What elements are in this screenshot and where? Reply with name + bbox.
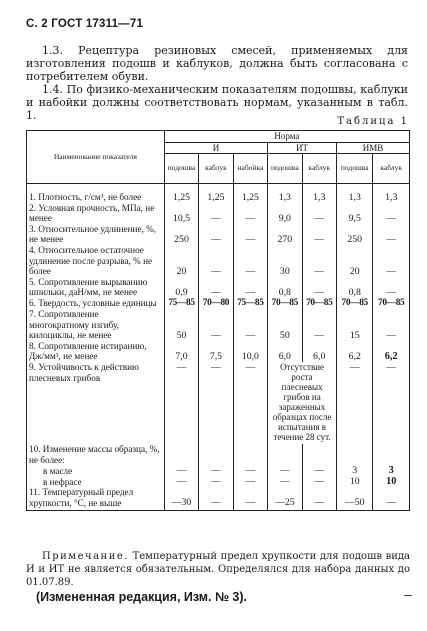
paragraph-1-3: 1.3. Рецептура резиновых смесей, применяемых для изготовления подошв и каблуков, должна быть согласована с потребителем обуви. <box>26 44 408 83</box>
table-cell: 6,2 <box>336 341 372 362</box>
table-cell: 1,25 <box>233 184 267 203</box>
table-cell: 75—85 <box>233 298 267 309</box>
table-cell: 10,5 <box>164 203 198 224</box>
paragraph-1-4: 1.4. По физико-механическим показателям подошвы, каблуки и набойки должны соответствовать нормам, указанным в табл. 1. <box>26 83 408 122</box>
table-cell: — <box>373 487 410 511</box>
table-cell: — <box>233 224 267 245</box>
subheader-cell: подошва <box>164 154 198 184</box>
table-cell: — <box>164 476 198 487</box>
table-row <box>27 487 410 511</box>
table-cell: 20 <box>164 245 198 277</box>
table-cell: — <box>373 309 410 341</box>
table-cell: 70—85 <box>268 298 302 309</box>
table-cell: 50 <box>268 309 302 341</box>
row-label: 6. Твердость, условные единицы <box>27 298 165 309</box>
table-cell: —25 <box>268 487 302 511</box>
table-cell: 1,3 <box>268 184 302 203</box>
table-cell: 10,0 <box>233 341 267 362</box>
table-cell: — <box>233 277 267 298</box>
table-cell: 75—85 <box>164 298 198 309</box>
page-header: С. 2 ГОСТ 17311—71 <box>26 18 144 30</box>
header-group-i: И <box>164 142 267 154</box>
table-cell: — <box>233 465 267 476</box>
row-label: 10. Изменение массы образца, %, не более: <box>27 444 165 465</box>
table-cell: — <box>199 245 233 277</box>
row-label: 9. Устойчивость к действию плесневых грибов <box>27 362 165 444</box>
table-row <box>27 184 410 203</box>
header-group-it: ИТ <box>268 142 337 154</box>
table-cell: — <box>302 245 336 277</box>
table-cell: — <box>199 309 233 341</box>
table-cell: — <box>199 476 233 487</box>
table-cell: —30 <box>164 487 198 511</box>
row-label: 5. Сопротивление вырыванию шпильки, даН/мм, не менее <box>27 277 165 298</box>
note-label: Примечание. <box>42 551 129 562</box>
table-cell: — <box>302 277 336 298</box>
note-text: Температурный предел хрупкости для подошв вида И и ИТ не является обязательным. Определялся для набора данных до 01.07.89. <box>26 551 411 588</box>
table-cell: 7,0 <box>164 341 198 362</box>
table-cell: — <box>199 362 233 444</box>
table-cell: 15 <box>336 309 372 341</box>
subheader-cell: каблук <box>302 154 336 184</box>
table-cell: 0,9 <box>164 277 198 298</box>
table-cell: 1,25 <box>199 184 233 203</box>
table-cell: 1,3 <box>302 184 336 203</box>
table-cell: — <box>233 203 267 224</box>
table-cell: — <box>268 465 302 476</box>
table-cell: — <box>302 203 336 224</box>
table-cell: — <box>233 309 267 341</box>
row-label: в нефрасе <box>43 476 82 487</box>
table-cell: — <box>373 203 410 224</box>
amendment-note: (Измененная редакция, Изм. № 3). <box>36 590 247 604</box>
row-label: 8. Сопротивление истиранию, Дж/мм³, не менее <box>27 341 165 362</box>
subheader-cell: подошва <box>336 154 372 184</box>
table-cell: 30 <box>268 245 302 277</box>
table-cell: 9,0 <box>268 203 302 224</box>
table-cell: 70—80 <box>199 298 233 309</box>
table-cell: — <box>302 224 336 245</box>
mold-resistance-note: Отсутствие роста плесневых грибов на зараженных образцах после испытания в течение 28 сут. <box>268 362 337 444</box>
subheader-cell: подошва <box>268 154 302 184</box>
table-cell: — <box>302 476 336 487</box>
table-row <box>27 277 410 298</box>
table-row <box>27 309 410 341</box>
table-cell: — <box>233 362 267 444</box>
table-cell: — <box>233 476 267 487</box>
table-cell: 10 <box>336 476 372 487</box>
table-cell: 1,25 <box>164 184 198 203</box>
table-cell: — <box>199 487 233 511</box>
table-cell: — <box>199 203 233 224</box>
table-cell: 6,0 <box>268 341 302 362</box>
table-cell: —50 <box>336 487 372 511</box>
table-cell: — <box>336 362 372 444</box>
header-norm: Норма <box>164 131 409 143</box>
row-label: в масле <box>43 465 73 476</box>
table-cell: 3 <box>373 465 410 476</box>
row-label: 4. Относительное остаточное удлинение после разрыва, % не более <box>27 245 165 277</box>
table-1 <box>26 130 410 511</box>
subheader-cell: каблук <box>199 154 233 184</box>
row-label: 7. Сопротивление многократному изгибу, килоциклы, не менее <box>27 309 165 341</box>
table-cell: — <box>164 465 198 476</box>
table-row <box>27 444 410 465</box>
edge-mark <box>404 595 412 596</box>
table-cell: — <box>199 224 233 245</box>
subheader-cell: набойка <box>233 154 267 184</box>
table-cell: — <box>199 465 233 476</box>
table-cell: 10 <box>373 476 410 487</box>
table-row <box>27 362 410 444</box>
table-cell: 50 <box>164 309 198 341</box>
table-cell: — <box>373 245 410 277</box>
table-row <box>27 465 410 476</box>
table-caption: Таблица 1 <box>337 116 409 127</box>
header-group-imv: ИМВ <box>336 142 409 154</box>
table-row <box>27 245 410 277</box>
row-label: 3. Относительное удлинение, %, не менее <box>27 224 165 245</box>
table-cell: 0,8 <box>336 277 372 298</box>
table-cell: — <box>268 476 302 487</box>
table-note <box>26 550 410 589</box>
table-cell: — <box>233 245 267 277</box>
table-cell: — <box>199 277 233 298</box>
table-cell: — <box>233 487 267 511</box>
table-row <box>27 203 410 224</box>
table-cell: — <box>302 309 336 341</box>
table-row <box>27 224 410 245</box>
header-name: Наименование показателя <box>27 131 165 184</box>
table-cell: 0,8 <box>268 277 302 298</box>
table-cell: — <box>373 362 410 444</box>
table-cell: — <box>373 224 410 245</box>
table-cell: 6,0 <box>302 341 336 362</box>
table-cell: 3 <box>336 465 372 476</box>
table-cell: 1,3 <box>373 184 410 203</box>
table-cell: 270 <box>268 224 302 245</box>
table-cell: 250 <box>164 224 198 245</box>
table-cell: 6,2 <box>373 341 410 362</box>
table-cell: — <box>302 465 336 476</box>
row-label: 11. Температурный предел хрупкости, °С, не выше <box>27 487 165 511</box>
row-label: 1. Плотность, г/см³, не более <box>27 184 165 203</box>
table-cell: 70—85 <box>302 298 336 309</box>
subheader-cell: каблук <box>373 154 410 184</box>
table-row <box>27 476 410 487</box>
table-cell: — <box>373 277 410 298</box>
table-cell: 9,5 <box>336 203 372 224</box>
table-row <box>27 298 410 309</box>
table-cell: 70—85 <box>336 298 372 309</box>
row-label: 2. Условная прочность, МПа, не менее <box>27 203 165 224</box>
table-cell: — <box>302 487 336 511</box>
table-cell: 20 <box>336 245 372 277</box>
table-cell: 1,3 <box>336 184 372 203</box>
table-row <box>27 341 410 362</box>
table-cell: — <box>164 362 198 444</box>
table-cell: 70—85 <box>373 298 410 309</box>
table-cell: 250 <box>336 224 372 245</box>
table-cell: 7,5 <box>199 341 233 362</box>
